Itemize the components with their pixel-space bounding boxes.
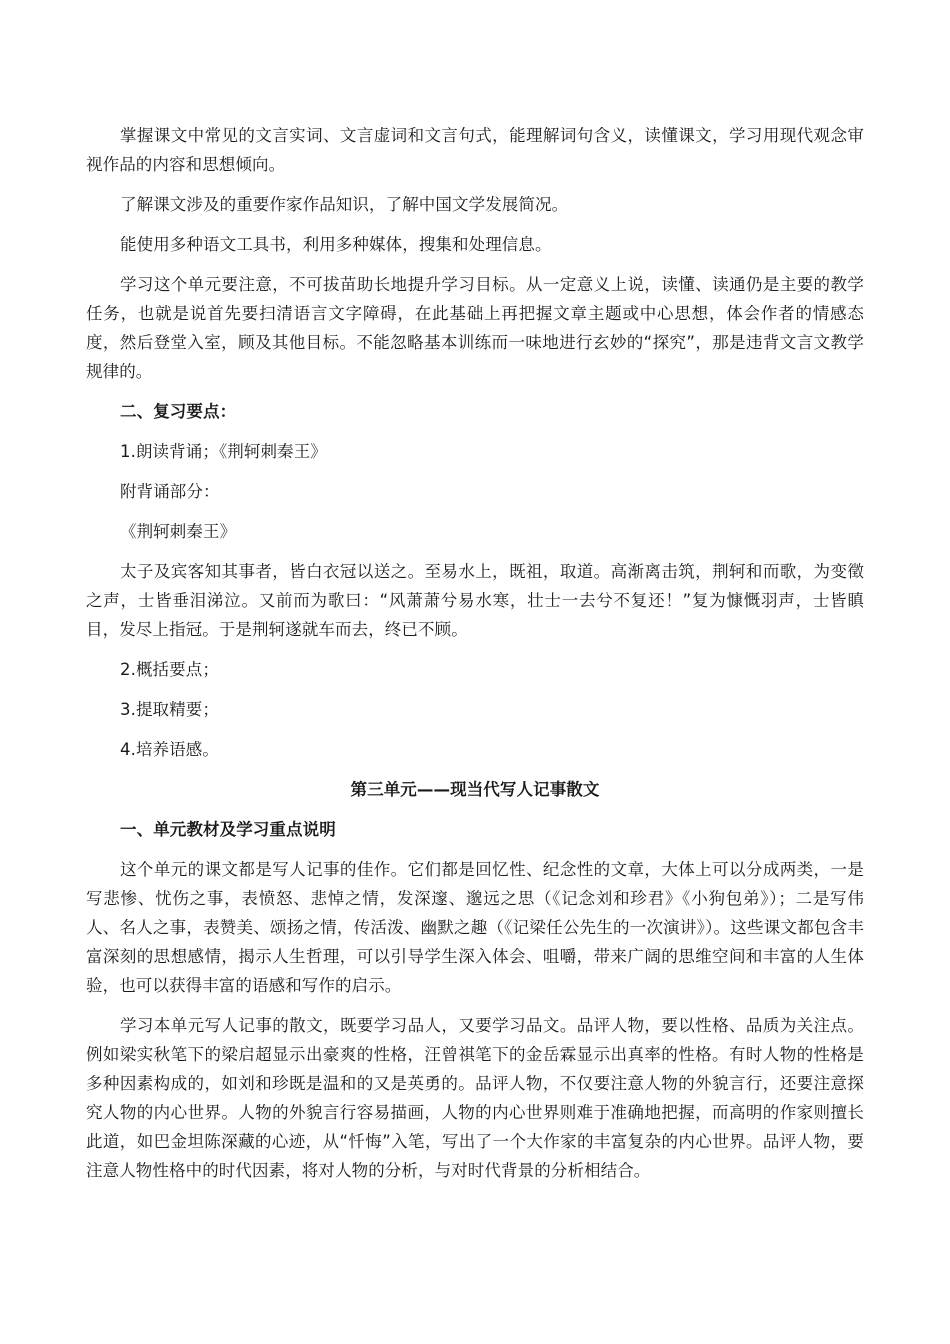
review-point-2: 2.概括要点； [120, 660, 219, 679]
unit-title: 第三单元——现当代写人记事散文 [350, 780, 600, 799]
paragraph-objective-literature-history: 了解课文涉及的重要作家作品知识，了解中国文学发展简况。 [120, 195, 569, 214]
recitation-label: 附背诵部分： [120, 482, 220, 501]
paragraph-objective-tools-media: 能使用多种语文工具书，利用多种媒体，搜集和处理信息。 [120, 235, 552, 254]
section-heading-unit-materials: 一、单元教材及学习重点说明 [120, 820, 336, 839]
section-heading-review-points: 二、复习要点： [120, 402, 237, 421]
recitation-passage: 太子及宾客知其事者，皆白衣冠以送之。至易水上，既祖，取道。高渐离击筑，荆轲和而歌，为变徵之声，士皆垂泪涕泣。又前而为歌曰：“风萧萧兮易水寒，壮士一去兮不复还！”复为慷慨羽声，士皆瞋目，发尽上指冠。于是荆轲遂就车而去，终已不顾。 [86, 562, 864, 639]
review-point-4: 4.培养语感。 [120, 740, 219, 759]
review-point-3: 3.提取精要； [120, 700, 219, 719]
paragraph-unit-overview: 这个单元的课文都是写人记事的佳作。它们都是回忆性、纪念性的文章，大体上可以分成两类，一是写悲惨、忧伤之事，表愤怒、悲悼之情，发深邃、邈远之思（《记念刘和珍君》《小狗包弟》）；二是写伟人、名人之事，表赞美、颂扬之情，传活泼、幽默之趣（《记梁任公先生的一次演讲》）。这些课文都包含丰富深刻的思想感情，揭示人生哲理，可以引导学生深入体会、咀嚼，带来广阔的思维空间和丰富的人生体验，也可以获得丰富的语感和写作的启示。 [86, 860, 864, 995]
paragraph-study-notes: 学习这个单元要注意，不可拔苗助长地提升学习目标。从一定意义上说，读懂、读通仍是主要的教学任务，也就是说首先要扫清语言文字障碍，在此基础上再把握文章主题或中心思想，体会作者的情感态度，然后登堂入室，顾及其他目标。不能忽略基本训练而一味地进行玄妙的“探究”，那是违背文言文教学规律的。 [86, 275, 864, 381]
paragraph-study-method: 学习本单元写人记事的散文，既要学习品人，又要学习品文。品评人物，要以性格、品质为关注点。例如梁实秋笔下的梁启超显示出豪爽的性格，汪曾祺笔下的金岳霖显示出真率的性格。有时人物的性格是多种因素构成的，如刘和珍既是温和的又是英勇的。品评人物，不仅要注意人物的外貌言行，还要注意探究人物的内心世界。人物的外貌言行容易描画，人物的内心世界则难于准确地把握，而高明的作家则擅长此道，如巴金坦陈深藏的心迹，从“忏悔”入笔，写出了一个大作家的丰富复杂的内心世界。品评人物，要注意人物性格中的时代因素，将对人物的分析，与对时代背景的分析相结合。 [86, 1016, 864, 1180]
document-body [86, 121, 864, 1196]
review-point-1: 1.朗读背诵；《荆轲刺秦王》 [120, 442, 327, 461]
recitation-title: 《荆轲刺秦王》 [120, 522, 237, 541]
paragraph-objective-classical-words: 掌握课文中常见的文言实词、文言虚词和文言句式，能理解词句含义，读懂课文，学习用现代观念审视作品的内容和思想倾向。 [86, 126, 864, 174]
